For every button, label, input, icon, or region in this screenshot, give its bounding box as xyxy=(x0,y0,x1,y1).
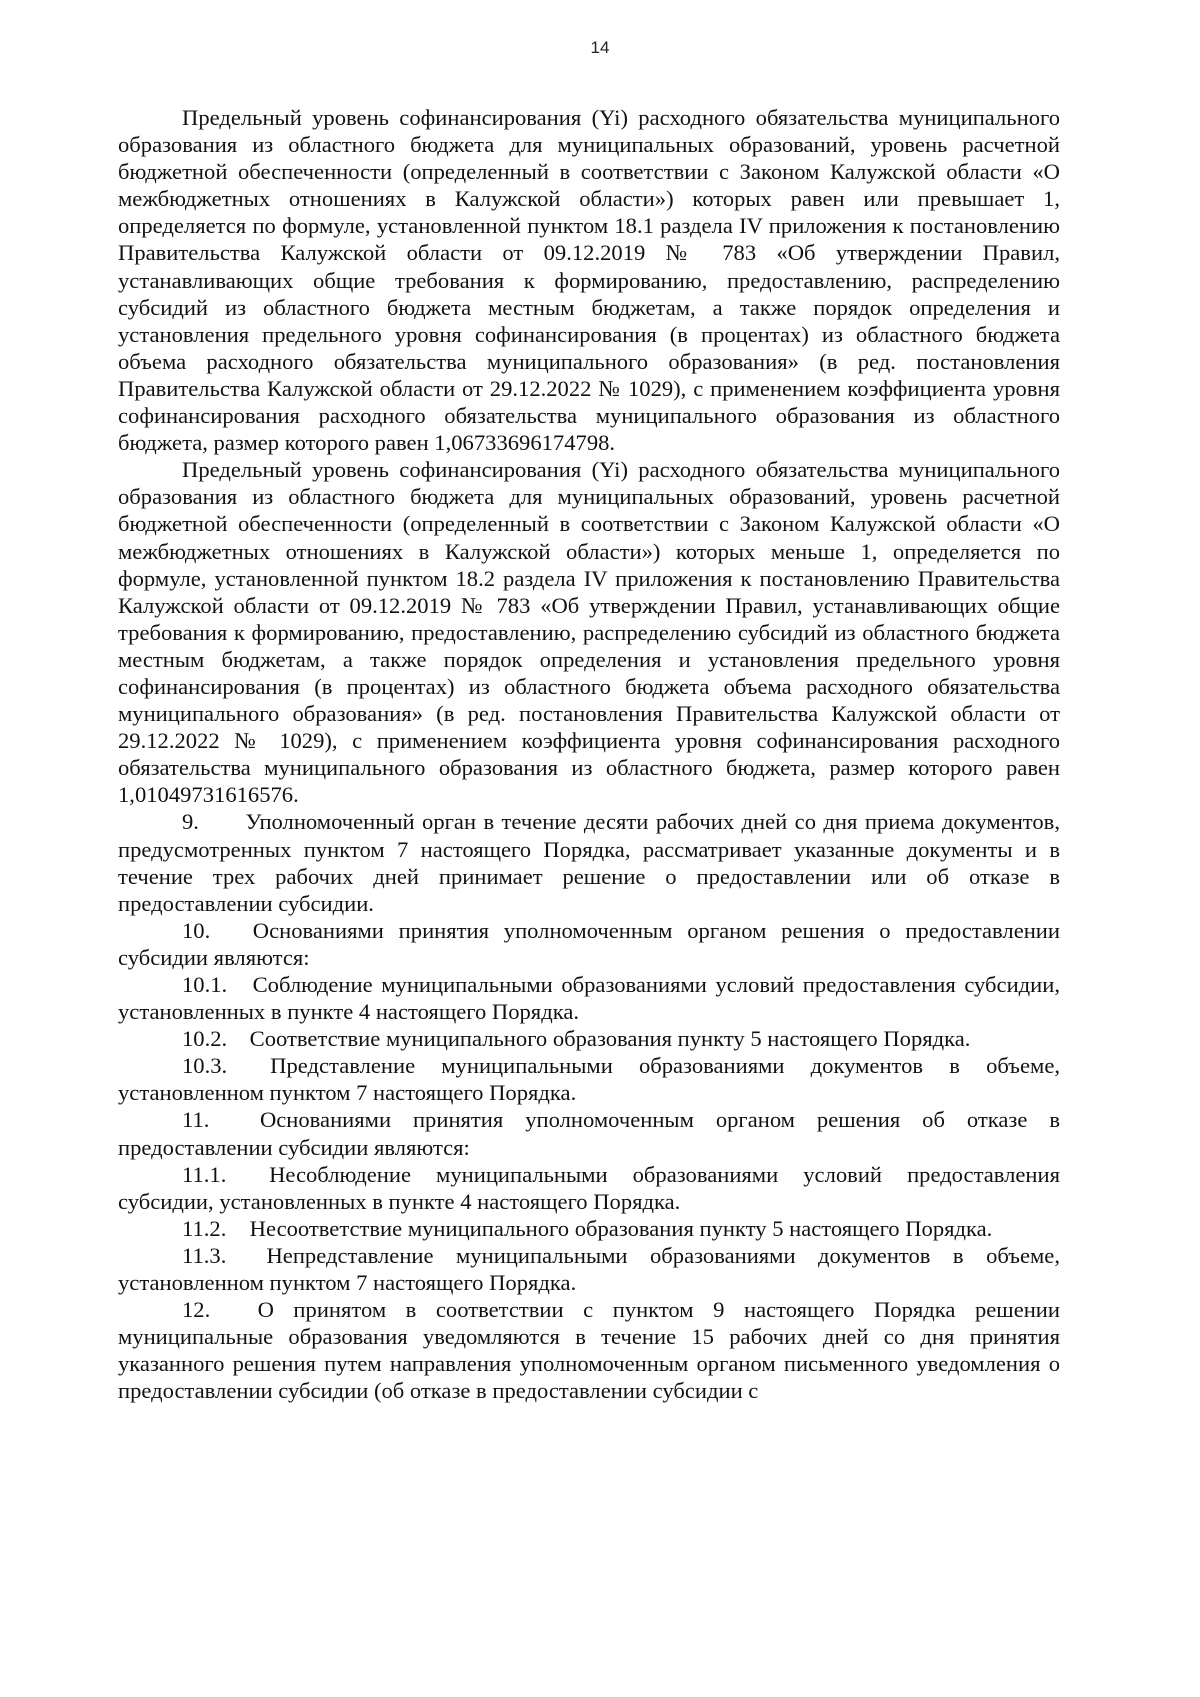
clause-number: 12. xyxy=(182,1297,211,1323)
clause-11-2 xyxy=(118,1215,1060,1242)
clause-number: 10.3. xyxy=(182,1053,228,1079)
clause-text: Соответствие муниципального образования пункту 5 настоящего Порядка. xyxy=(249,1026,971,1052)
document-body xyxy=(118,104,1060,1405)
clause-10-3 xyxy=(118,1052,1060,1106)
clause-text: Основаниями принятия уполномоченным органом решения о предоставлении субсидии являются: xyxy=(118,917,1060,970)
clause-10 xyxy=(118,917,1060,971)
clause-11 xyxy=(118,1106,1060,1160)
clause-number: 11.2. xyxy=(182,1215,227,1241)
clause-text: Несоответствие муниципального образования пункту 5 настоящего Порядка. xyxy=(249,1215,993,1241)
clause-number: 11.3. xyxy=(182,1242,227,1268)
paragraph-text: Предельный уровень софинансирования (Yi) расходного обязательства муниципального образования из областного бюджета для муниципальных образований, уровень расчетной бюджетной обеспеченности (определенный в соответствии с Законом Калужской области «О межбюджетных отношениях в Калужской области») которых равен или превышает 1, определяется по формуле, установленной пунктом 18.1 раздела IV приложения к постановлению Правительства Калужской области от 09.12.2019 № 783 «Об утверждении Правил, устанавливающих общие требования к формированию, предоставлению, распределению субсидий из областного бюджета местным бюджетам, а также порядок определения и установления предельного уровня софинансирования (в процентах) из областного бюджета объема расходного обязательства муниципального образования» (в ред. постановления Правительства Калужской области от 29.12.2022 № 1029), с применением коэффициента уровня софинансирования расходного обязательства муниципального образования из областного бюджета, размер которого равен 1,06733696174798. xyxy=(118,105,1060,456)
clause-text: Основаниями принятия уполномоченным органом решения об отказе в предоставлении субсидии являются: xyxy=(118,1107,1060,1160)
clause-text: Уполномоченный орган в течение десяти рабочих дней со дня приема документов, предусмотренных пунктом 7 настоящего Порядка, рассматривает указанные документы и в течение трех рабочих дней принимает решение о предоставлении или об отказе в предоставлении субсидии. xyxy=(118,809,1060,916)
paragraph-cofinancing-level-low xyxy=(118,456,1060,808)
clause-11-3 xyxy=(118,1242,1060,1296)
clause-text: Несоблюдение муниципальными образованиями условий предоставления субсидии, установленных в пункте 4 настоящего Порядка. xyxy=(118,1161,1060,1214)
page-number: 14 xyxy=(590,38,610,57)
clause-9 xyxy=(118,808,1060,916)
paragraph-cofinancing-level-high xyxy=(118,104,1060,456)
clause-number: 10.1. xyxy=(182,972,228,997)
clause-text: Представление муниципальными образованиями документов в объеме, установленном пунктом 7 настоящего Порядка. xyxy=(118,1053,1060,1106)
clause-12 xyxy=(118,1296,1060,1404)
clause-number: 11. xyxy=(182,1107,210,1133)
clause-10-2 xyxy=(118,1025,1060,1052)
clause-number: 9. xyxy=(182,809,199,835)
clause-text: Непредставление муниципальными образованиями документов в объеме, установленном пунктом 7 настоящего Порядка. xyxy=(118,1242,1060,1296)
clause-number: 10. xyxy=(182,917,211,943)
clause-number: 11.1. xyxy=(182,1161,227,1187)
clause-11-1 xyxy=(118,1161,1060,1215)
clause-number: 10.2. xyxy=(182,1026,228,1052)
clause-text: О принятом в соответствии с пунктом 9 настоящего Порядка решении муниципальные образования уведомляются в течение 15 рабочих дней со дня принятия указанного решения путем направления уполномоченным органом письменного уведомления о предоставлении субсидии (об отказе в предоставлении субсидии с xyxy=(118,1297,1060,1404)
clause-10-1 xyxy=(118,971,1060,1025)
clause-text: Соблюдение муниципальными образованиями условий предоставления субсидии, установленных в пункте 4 настоящего Порядка. xyxy=(118,972,1060,1025)
paragraph-text: Предельный уровень софинансирования (Yi) расходного обязательства муниципального образования из областного бюджета для муниципальных образований, уровень расчетной бюджетной обеспеченности (определенный в соответствии с Законом Калужской области «О межбюджетных отношениях в Калужской области») которых меньше 1, определяется по формуле, установленной пунктом 18.2 раздела IV приложения к постановлению Правительства Калужской области от 09.12.2019 № 783 «Об утверждении Правил, устанавливающих общие требования к формированию, предоставлению, распределению субсидий из областного бюджета местным бюджетам, а также порядок определения и установления предельного уровня софинансирования (в процентах) из областного бюджета объема расходного обязательства муниципального образования» (в ред. постановления Правительства Калужской области от 29.12.2022 № 1029), с применением коэффициента уровня софинансирования расходного обязательства муниципального образования из областного бюджета, размер которого равен 1,01049731616576. xyxy=(118,457,1060,808)
